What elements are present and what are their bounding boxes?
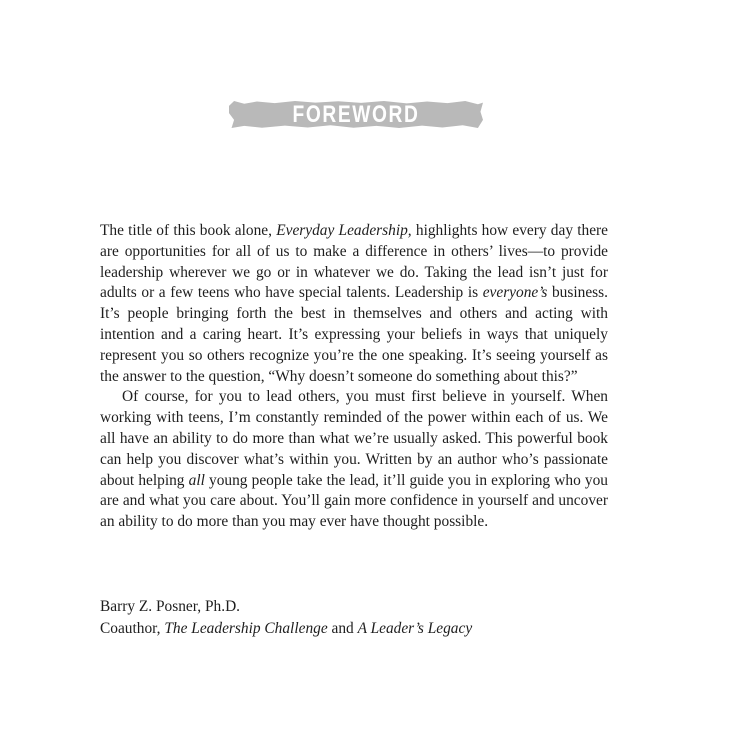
paragraph-2 bbox=[100, 387, 608, 533]
signature-block bbox=[100, 596, 472, 640]
emphasis-everyones: everyone’s bbox=[482, 284, 548, 302]
paragraph-1-text-a: The title of this book alone, bbox=[100, 222, 277, 239]
conjunction-and: and bbox=[327, 620, 358, 637]
author-name: Barry Z. Posner, Ph.D. bbox=[100, 598, 241, 615]
paragraph-2-text-b: young people take the lead, it’ll guide you in exploring who you are and what you care about. You’ll gain more confidence in yourself and uncover an ability to do more than you may ever have thought possible. bbox=[100, 471, 608, 531]
book-title-leadership-challenge: The Leadership Challenge bbox=[164, 620, 328, 637]
book-title-everyday-leadership: Everyday Leadership, bbox=[276, 222, 412, 239]
author-credentials bbox=[100, 618, 472, 640]
paragraph-2-text-a: Of course, for you to lead others, you must first believe in yourself. When working with teens, I’m constantly reminded of the power within each of us. We all have an ability to do more than what we’re usually asked. This powerful book can help you discover what’s within you. Written by an author who’s passionate about helping bbox=[100, 388, 608, 489]
emphasis-all: all bbox=[188, 471, 205, 489]
foreword-body bbox=[100, 221, 608, 533]
foreword-heading: FOREWORD bbox=[292, 101, 420, 128]
paragraph-1-text-b: highlights how every day there are opportunities for all of us to make a difference in others’ lives—to provide leadership wherever we go or in whatever we do. Taking the lead isn’t just for adults or a few teens who have special talents. Leadership is bbox=[100, 222, 608, 302]
book-title-leaders-legacy: A Leader’s Legacy bbox=[357, 620, 473, 637]
paragraph-1-text-c: business. It’s people bringing forth the best in themselves and others and acting with intention and a caring heart. It’s expressing your beliefs in ways that uniquely represent you so others recognize you’re the one speaking. It’s seeing yourself as the answer to the question, “Why doesn’t someone do something about this?” bbox=[100, 284, 608, 385]
paragraph-1 bbox=[100, 221, 608, 387]
coauthor-prefix: Coauthor, bbox=[100, 620, 165, 637]
